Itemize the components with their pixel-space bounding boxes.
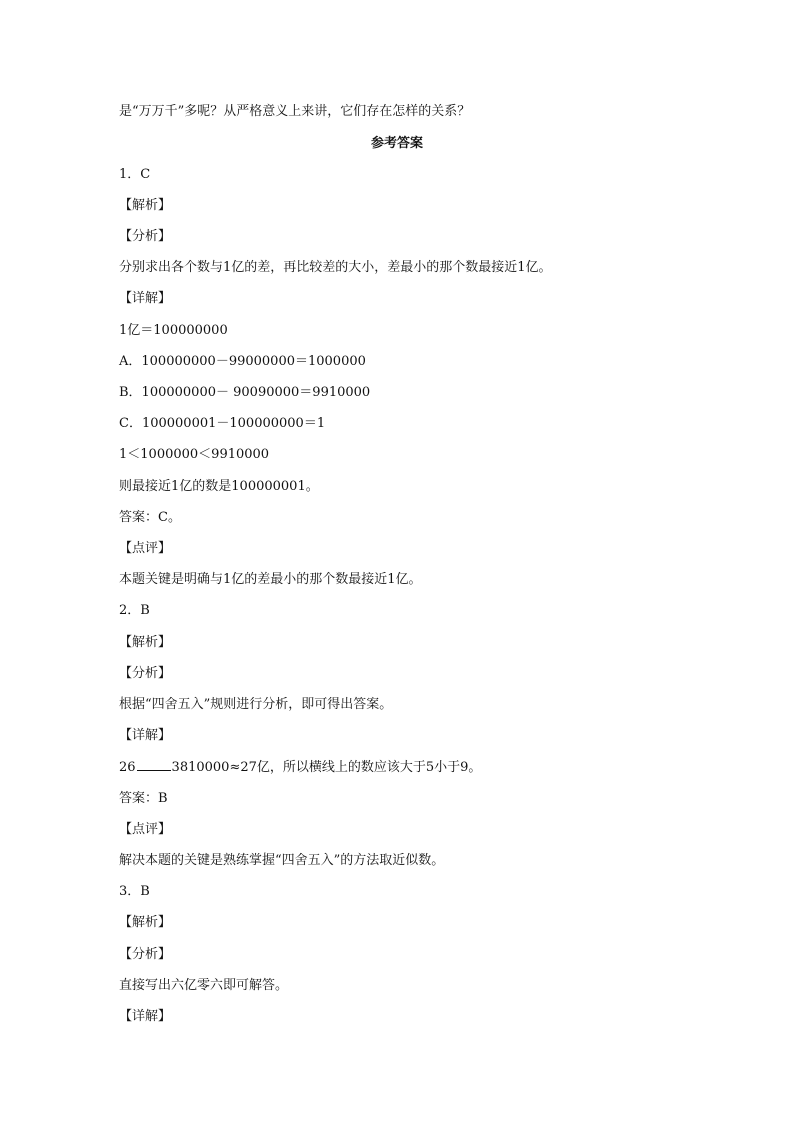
- answer-1-step-c: C．100000001－100000000＝1: [119, 416, 326, 431]
- answer-key-heading: 参考答案: [370, 136, 423, 151]
- answer-2-number: 2．B: [119, 603, 150, 618]
- answer-1-fenxi-label: 【分析】: [119, 229, 172, 244]
- answer-1-step-b: B．100000000－ 90090000＝9910000: [119, 385, 371, 400]
- answer-1-conclusion: 则最接近1亿的数是100000001。: [119, 479, 319, 494]
- answer-3-number: 3．B: [119, 884, 150, 899]
- question-continuation-text: 是“万万千”多呢？从严格意义上来讲，它们存在怎样的关系？: [119, 104, 471, 119]
- answer-1-step-1: 1亿＝100000000: [119, 323, 228, 338]
- answer-2-step-1: [119, 758, 481, 777]
- answer-2-dianping-label: 【点评】: [119, 822, 172, 837]
- answer-3-analysis-text: 直接写出六亿零六即可解答。: [119, 978, 289, 993]
- answer-3-xiangjie-label: 【详解】: [119, 1009, 172, 1024]
- answer-2-step-1-suffix: 3810000≈27亿，所以横线上的数应该大于5小于9。: [171, 760, 482, 775]
- answer-1-xiangjie-label: 【详解】: [119, 291, 172, 306]
- answer-1-comparison: 1＜1000000＜9910000: [119, 447, 270, 462]
- answer-1-analysis-text: 分别求出各个数与1亿的差，再比较差的大小，差最小的那个数最接近1亿。: [119, 260, 552, 275]
- answer-1-number: 1．C: [119, 167, 151, 182]
- answer-2-fenxi-label: 【分析】: [119, 666, 172, 681]
- blank-underline: [137, 758, 171, 771]
- answer-2-step-1-prefix: 26: [119, 760, 136, 775]
- answer-1-final: 答案：C。: [119, 510, 181, 525]
- answer-1-step-a: A．100000000－99000000＝1000000: [119, 354, 366, 369]
- answer-3-jiexi-label: 【解析】: [119, 915, 172, 930]
- answer-2-comment-text: 解决本题的关键是熟练掌握“四舍五入”的方法取近似数。: [119, 853, 445, 868]
- answer-2-jiexi-label: 【解析】: [119, 635, 172, 650]
- answer-1-comment-text: 本题关键是明确与1亿的差最小的那个数最接近1亿。: [119, 572, 422, 587]
- answer-1-jiexi-label: 【解析】: [119, 198, 172, 213]
- answer-2-final: 答案：B: [119, 791, 168, 806]
- answer-2-xiangjie-label: 【详解】: [119, 728, 172, 743]
- answer-1-dianping-label: 【点评】: [119, 541, 172, 556]
- answer-2-analysis-text: 根据“四舍五入”规则进行分析，即可得出答案。: [119, 697, 393, 712]
- answer-3-fenxi-label: 【分析】: [119, 947, 172, 962]
